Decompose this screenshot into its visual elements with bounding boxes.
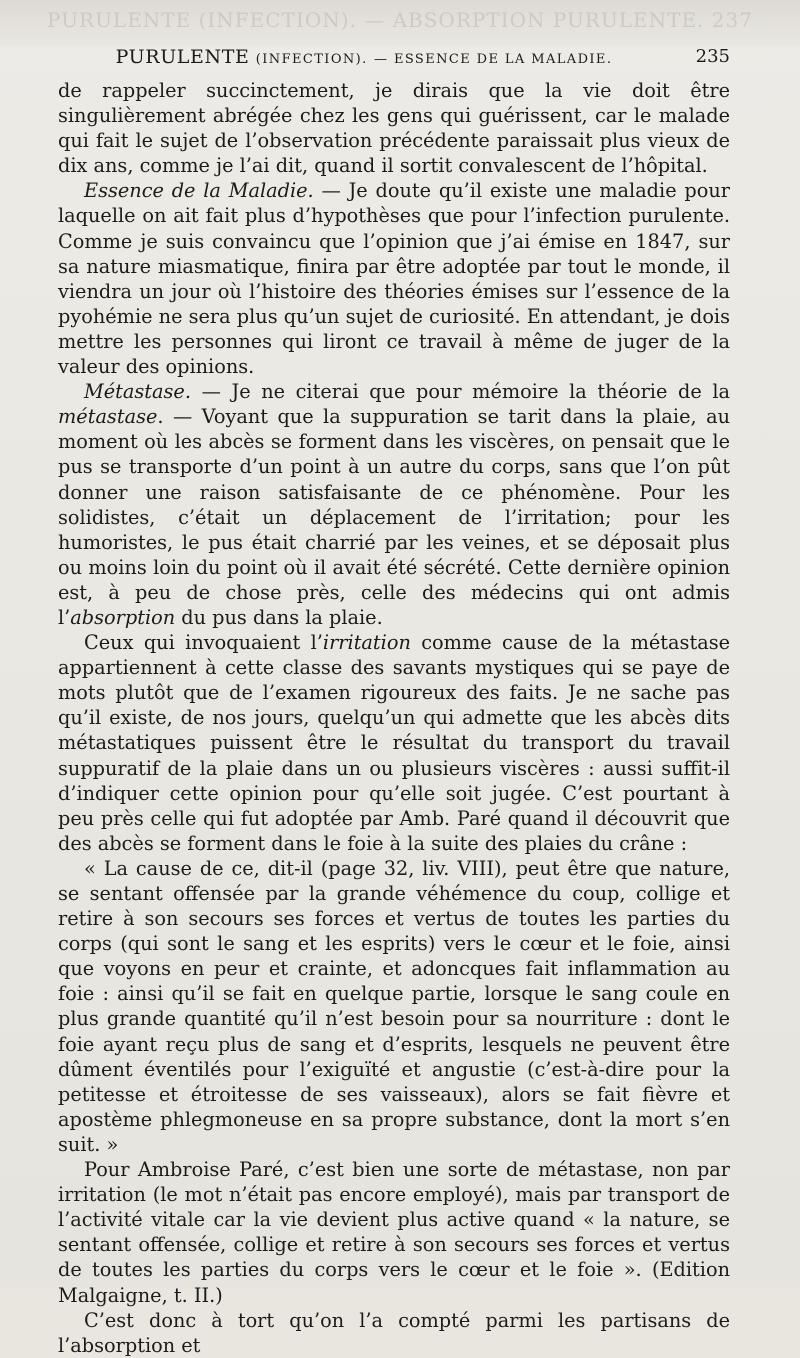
paragraph-final: C’est donc à tort qu’on l’a compté parmi les partisans de l’absorption et [58,1308,730,1357]
running-header [58,46,730,74]
page-number: 235 [695,46,730,67]
section-label-essence: Essence de la Maladie. [84,179,314,203]
paragraph-metastase: Métastase. — Je ne citerai que pour mémoire la théorie de la métastase. — Voyant que la suppuration se tarit dans la plaie, au moment où les abcès se forment dans les viscères, on pensait que le pus se transporte d’un point à un autre du corps, sans que l’on pût donner une raison satisfaisante de ce phénomène. Pour les solidistes, c’était un déplacement de l’irritation; pour les humoristes, le pus était charrié par les veines, et se déposait plus ou moins loin du point où il avait été sécrété. Cette dernière opinion est, à peu de chose près, celle des médecins qui ont admis l’absorption du pus dans la plaie. [58,380,730,629]
paragraph-continuation: de rappeler succinctement, je dirais que la vie doit être singulièrement abrégée chez les gens qui guérissent, car le malade qui fait le sujet de l’observation précédente paraissait plus vieux de dix ans, comme je l’ai dit, quand il sortit convalescent de l’hôpital. [58,79,730,178]
paragraph-ambroise-pare: Pour Ambroise Paré, c’est bien une sorte de métastase, non par irritation (le mot n’était pas encore employé), mais par transport de l’activité vitale car la vie devient plus active quand « la nature, se sentant offensée, collige et retire à son secours ses forces et vertus de toutes les parties du corps vers le cœur et le foie ». (Edition Malgaigne, t. II.) [58,1158,730,1307]
previous-page-bleed [0,0,800,46]
bleed-through-text: PURULENTE (INFECTION). — ABSORPTION PURULENTE. 237 [47,8,753,32]
body-text [58,78,730,1358]
paragraph-essence: Essence de la Maladie. — Je doute qu’il existe une maladie pour laquelle on ait fait plus d’hypothèses que pour l’infection purulente. Comme je suis convaincu que l’opinion que j’ai émise en 1847, sur sa nature miasmatique, finira par être adoptée par tout le monde, il viendra un jour où l’histoire des théories émises sur l’essence de la pyohémie ne sera plus qu’un sujet de curiosité. En attendant, je dois mettre les personnes qui liront ce travail à même de juger de la valeur des opinions. [58,179,730,379]
title-paren: (INFECTION). [255,52,368,67]
running-title [58,46,670,68]
paragraph-pare-quote: « La cause de ce, dit-il (page 32, liv. VIII), peut être que nature, se sentant offensée par la grande véhémence du coup, collige et retire à son secours ses forces et vertus de toutes les parties du corps (qui sont le sang et les esprits) vers le cœur et le foie, ainsi que voyons en peur et crainte, et adoncques fait inflammation au foie : ainsi qu’il se fait en quelque partie, lorsque le sang coule en plus grande quantité qu’il n’est besoin pour sa nourriture : dont le foie ayant reçu plus de sang et d’esprits, lesquels ne peuvent être dûment éventilés pour l’exiguïté et angustie (c’est-à-dire pour la petitesse et étroitesse de ses vaisseaux), alors se fait fièvre et apostème phlegmoneuse en sa propre substance, dont la mort s’en suit. » [58,856,730,1156]
title-section: — ESSENCE DE LA MALADIE. [374,52,613,67]
title-main: PURULENTE [115,46,250,68]
paragraph-irritation: Ceux qui invoquaient l’irritation comme cause de la métastase appartiennent à cette classe des savants mystiques qui se paye de mots plutôt que de l’examen rigoureux des faits. Je ne sache pas qu’il existe, de nos jours, quelqu’un qui admette que les abcès dits métastatiques puissent être le résultat du transport du travail suppuratif de la plaie dans un ou plusieurs viscères : aussi suffit-il d’indiquer cette opinion pour qu’elle soit jugée. C’est pourtant à peu près celle qui fut adoptée par Amb. Paré quand il découvrit que des abcès se forment dans le foie à la suite des plaies du crâne : [58,631,730,855]
section-label-metastase: Métastase. [84,380,191,404]
